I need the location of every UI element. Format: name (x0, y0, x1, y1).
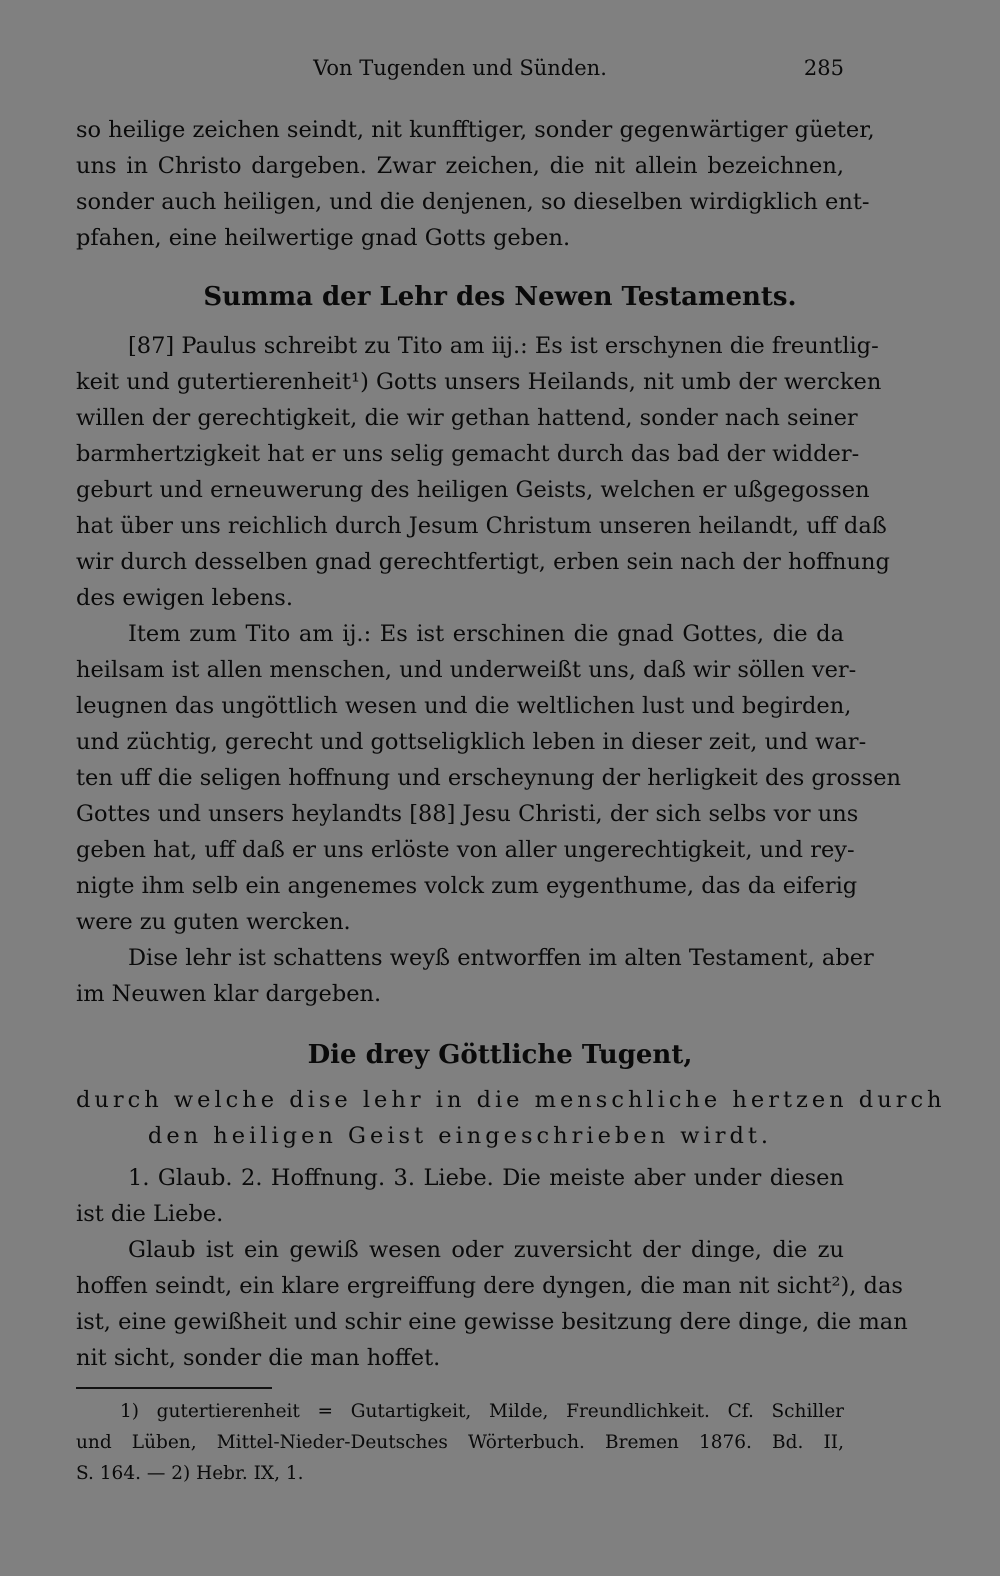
text-line: geben hat, uff daß er uns erlöste von aller ungerechtigkeit, und rey- (76, 837, 855, 863)
text-line: Glaub ist ein gewiß wesen oder zuversicht der dinge, die zu (128, 1237, 844, 1263)
text-line: keit und gutertierenheit¹) Gotts unsers Heilands, nit umb der wercken (76, 369, 882, 395)
paragraph-2 (76, 328, 890, 616)
running-head (0, 56, 1000, 86)
text-line: willen der gerechtigkeit, die wir gethan hattend, sonder nach seiner (76, 405, 858, 431)
text-line: und züchtig, gerecht und gottseligklich leben in dieser zeit, und war- (76, 729, 867, 755)
text-line: so heilige zeichen seindt, nit kunfftiger, sonder gegenwärtiger güeter, (76, 117, 875, 143)
subheading-line: durch welche dise lehr in die menschliche hertzen durch (76, 1087, 946, 1113)
text-line: leugnen das ungöttlich wesen und die weltlichen lust und begirden, (76, 693, 852, 719)
text-line: ist die Liebe. (76, 1201, 224, 1227)
text-line: ist, eine gewißheit und schir eine gewisse besitzung dere dinge, die man (76, 1309, 908, 1335)
running-title: Von Tugenden und Sünden. (313, 56, 607, 80)
section-heading-summa: Summa der Lehr des Newen Testaments. (203, 282, 797, 312)
text-line: sonder auch heiligen, und die denjenen, so dieselben wirdigklich ent- (76, 189, 870, 215)
text-line: des ewigen lebens. (76, 585, 293, 611)
paragraph-3 (76, 616, 902, 940)
footnote-line: und Lüben, Mittel-Nieder-Deutsches Wörterbuch. Bremen 1876. Bd. II, (76, 1432, 844, 1453)
footnotes (76, 1396, 844, 1489)
section-subheading (76, 1082, 946, 1154)
text-line: uns in Christo dargeben. Zwar zeichen, die nit allein bezeichnen, (76, 153, 844, 179)
subheading-line: den heiligen Geist eingeschrieben wirdt. (147, 1123, 773, 1149)
paragraph-6 (76, 1232, 908, 1376)
text-line: heilsam ist allen menschen, und underweißt uns, daß wir söllen ver- (76, 657, 857, 683)
page-number: 285 (803, 56, 844, 80)
footnote-rule (76, 1387, 272, 1389)
text-line: Gottes und unsers heylandts [88] Jesu Christi, der sich selbs vor uns (76, 801, 859, 827)
text-line: nit sicht, sonder die man hoffet. (76, 1345, 441, 1371)
text-line: Item zum Tito am ij.: Es ist erschinen die gnad Gottes, die da (128, 621, 844, 647)
text-line: geburt und erneuwerung des heiligen Geists, welchen er ußgegossen (76, 477, 870, 503)
footnote-line: 1) gutertierenheit = Gutartigkeit, Milde, Freundlichkeit. Cf. Schiller (120, 1401, 844, 1422)
section-heading-tugent: Die drey Göttliche Tugent, (307, 1040, 693, 1070)
text-line: ten uff die seligen hoffnung und erscheynung der herligkeit des grossen (76, 765, 902, 791)
text-line: im Neuwen klar dargeben. (76, 981, 382, 1007)
text-line: 1. Glaub. 2. Hoffnung. 3. Liebe. Die meiste aber under diesen (128, 1165, 844, 1191)
text-line: wir durch desselben gnad gerechtfertigt, erben sein nach der hoffnung (76, 549, 890, 575)
text-line: barmhertzigkeit hat er uns selig gemacht durch das bad der widder- (76, 441, 860, 467)
text-line: nigte ihm selb ein angenemes volck zum eygenthume, das da eiferig (76, 873, 858, 899)
text-line: hat über uns reichlich durch Jesum Christum unseren heilandt, uff daß (76, 513, 887, 539)
text-line: were zu guten wercken. (76, 909, 351, 935)
paragraph-4 (76, 940, 874, 1012)
text-line: [87] Paulus schreibt zu Tito am iij.: Es ist erschynen die freuntlig- (128, 333, 879, 359)
text-line: pfahen, eine heilwertige gnad Gotts geben. (76, 225, 571, 251)
text-line: hoffen seindt, ein klare ergreiffung dere dyngen, die man nit sicht²), das (76, 1273, 903, 1299)
paragraph-1 (76, 112, 875, 256)
paragraph-5 (76, 1160, 844, 1232)
footnote-line: S. 164. — 2) Hebr. IX, 1. (76, 1463, 304, 1484)
text-line: Dise lehr ist schattens weyß entworffen im alten Testament, aber (128, 945, 874, 971)
